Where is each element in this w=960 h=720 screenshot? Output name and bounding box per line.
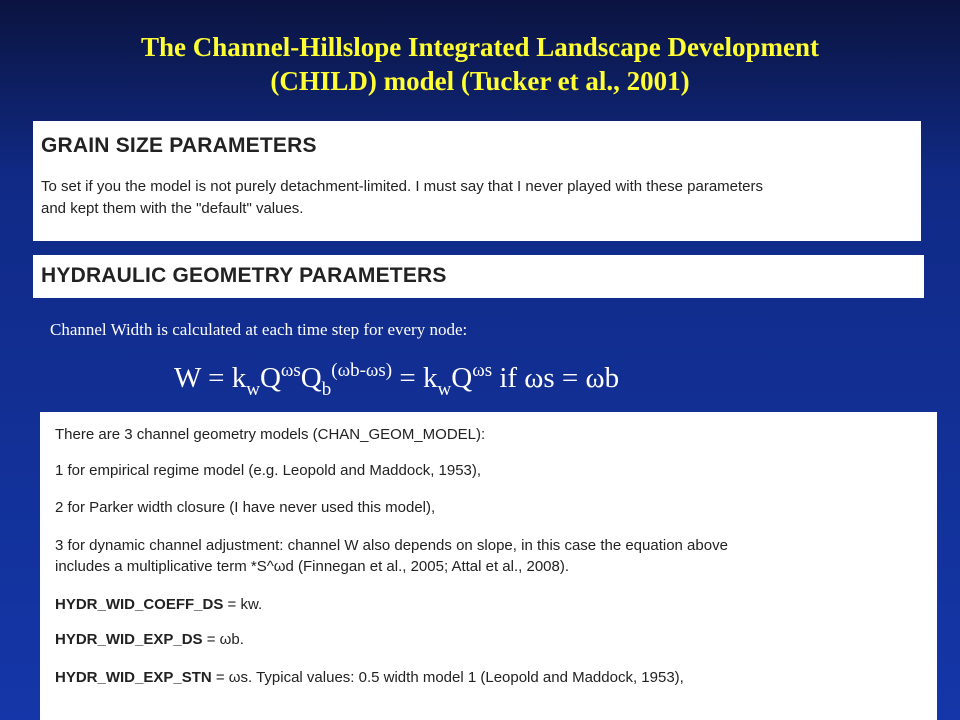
param-exp-stn-value: = ωs. Typical values: 0.5 width model 1 (Leopold and Maddock, 1953), — [211, 669, 684, 686]
hydraulic-geometry-panel — [33, 255, 924, 298]
param-coeff-ds-value: = kw. — [223, 596, 263, 613]
model-1: 1 for empirical regime model (e.g. Leopold and Maddock, 1953), — [55, 462, 482, 479]
grain-size-description — [41, 176, 916, 220]
param-exp-stn — [55, 668, 684, 688]
param-coeff-ds-key: HYDR_WID_COEFF_DS — [55, 596, 224, 613]
eq-sub-w: w — [246, 379, 260, 400]
eq-sup-exponent: (ωb-ωs) — [331, 360, 393, 381]
channel-width-equation — [174, 360, 619, 401]
model-3-line-2: includes a multiplicative term *S^ωd (Finnegan et al., 2005; Attal et al., 2008). — [55, 558, 570, 575]
hydraulic-geometry-heading: HYDRAULIC GEOMETRY PARAMETERS — [41, 264, 447, 287]
param-exp-ds — [55, 630, 244, 650]
models-intro: There are 3 channel geometry models (CHAN_GEOM_MODEL): — [55, 426, 486, 443]
grain-size-line-1: To set if you the model is not purely detachment-limited. I must say that I never played with these parameters — [41, 178, 764, 195]
title-line-1: The Channel-Hillslope Integrated Landscape Development — [140, 32, 820, 62]
param-exp-ds-key: HYDR_WID_EXP_DS — [55, 631, 203, 648]
slide-title — [0, 30, 960, 98]
param-exp-stn-key: HYDR_WID_EXP_STN — [55, 669, 212, 686]
eq-q: Q — [259, 362, 281, 394]
eq-sup-ws: ωs — [280, 360, 301, 381]
model-3-line-1: 3 for dynamic channel adjustment: channel W also depends on slope, in this case the equation above — [55, 537, 728, 554]
grain-size-line-2: and kept them with the "default" values. — [41, 200, 304, 217]
eq-sup-ws-2: ωs — [472, 360, 493, 381]
title-line-2: (CHILD) model (Tucker et al., 2001) — [270, 66, 690, 96]
eq-sub-b: b — [321, 379, 332, 400]
eq-q-b: Q — [300, 362, 322, 394]
eq-w: W = k — [174, 362, 247, 394]
grain-size-heading: GRAIN SIZE PARAMETERS — [41, 134, 317, 157]
eq-sub-w-2: w — [437, 379, 452, 400]
grain-size-panel — [33, 121, 921, 241]
channel-width-caption: Channel Width is calculated at each time step for every node: — [50, 320, 468, 339]
eq-equals-k: = k — [392, 362, 438, 394]
model-2: 2 for Parker width closure (I have never used this model), — [55, 499, 436, 516]
param-coeff-ds — [55, 595, 262, 615]
eq-condition: if ωs = ωb — [492, 362, 620, 394]
eq-q-2: Q — [451, 362, 473, 394]
param-exp-ds-value: = ωb. — [202, 631, 244, 648]
channel-geometry-models-panel — [40, 412, 937, 720]
